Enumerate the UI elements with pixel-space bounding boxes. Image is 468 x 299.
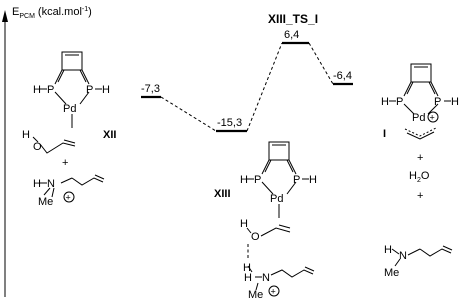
svg-text:O: O [251, 231, 260, 243]
svg-text:H: H [240, 218, 248, 230]
connector-3 [309, 43, 333, 84]
axis-label: $E_{PCM}$ (kcal.mol$^{-1}$) [12, 6, 92, 20]
svg-text:H: H [102, 84, 110, 96]
svg-text:H: H [244, 272, 252, 284]
label-I: I [383, 128, 387, 140]
svg-text:H: H [309, 174, 317, 186]
svg-text:P: P [396, 96, 404, 108]
value-XII: -7,3 [141, 83, 160, 95]
structure-XII [22, 52, 116, 208]
ts-title: XIII_TS_I [268, 12, 319, 26]
svg-text:+: + [270, 286, 276, 297]
svg-text:+: + [65, 192, 71, 203]
value-XIII: -15,3 [217, 117, 243, 129]
svg-text:H: H [243, 262, 251, 274]
svg-text:Me: Me [248, 289, 264, 299]
svg-text:Pd: Pd [63, 103, 77, 115]
svg-text:P: P [86, 84, 94, 96]
svg-text:Pd: Pd [270, 193, 284, 205]
svg-text:+: + [417, 190, 424, 202]
svg-text:N: N [47, 178, 55, 190]
structure-I [381, 64, 459, 279]
axis-arrowhead [2, 10, 8, 22]
svg-text:Pd: Pd [412, 112, 426, 124]
svg-text:P: P [434, 96, 442, 108]
svg-text:+: + [429, 112, 435, 123]
svg-text:P: P [47, 84, 55, 96]
svg-text:+: + [62, 157, 69, 169]
value-TS: 6,4 [284, 29, 300, 41]
value-I: -6,4 [333, 70, 352, 82]
svg-text:H: H [33, 178, 41, 190]
label-XIII: XIII [214, 188, 231, 200]
structure-XIII [214, 142, 317, 299]
label-XII: XII [103, 129, 117, 141]
connector-1 [161, 97, 216, 131]
svg-text:H: H [240, 174, 248, 186]
svg-text:Me: Me [384, 267, 400, 279]
connector-2 [247, 43, 282, 131]
svg-text:H: H [381, 96, 389, 108]
svg-text:N: N [399, 250, 407, 262]
svg-text:H: H [33, 84, 41, 96]
svg-text:P: P [254, 174, 262, 186]
svg-text:+: + [417, 152, 424, 164]
water: $H_2O$ [409, 170, 430, 184]
svg-text:N: N [262, 272, 270, 284]
svg-text:O: O [33, 141, 42, 153]
svg-text:Me: Me [38, 196, 54, 208]
svg-text:H: H [22, 129, 30, 141]
svg-text:P: P [293, 174, 301, 186]
svg-text:H: H [451, 96, 459, 108]
svg-text:H: H [384, 244, 392, 256]
